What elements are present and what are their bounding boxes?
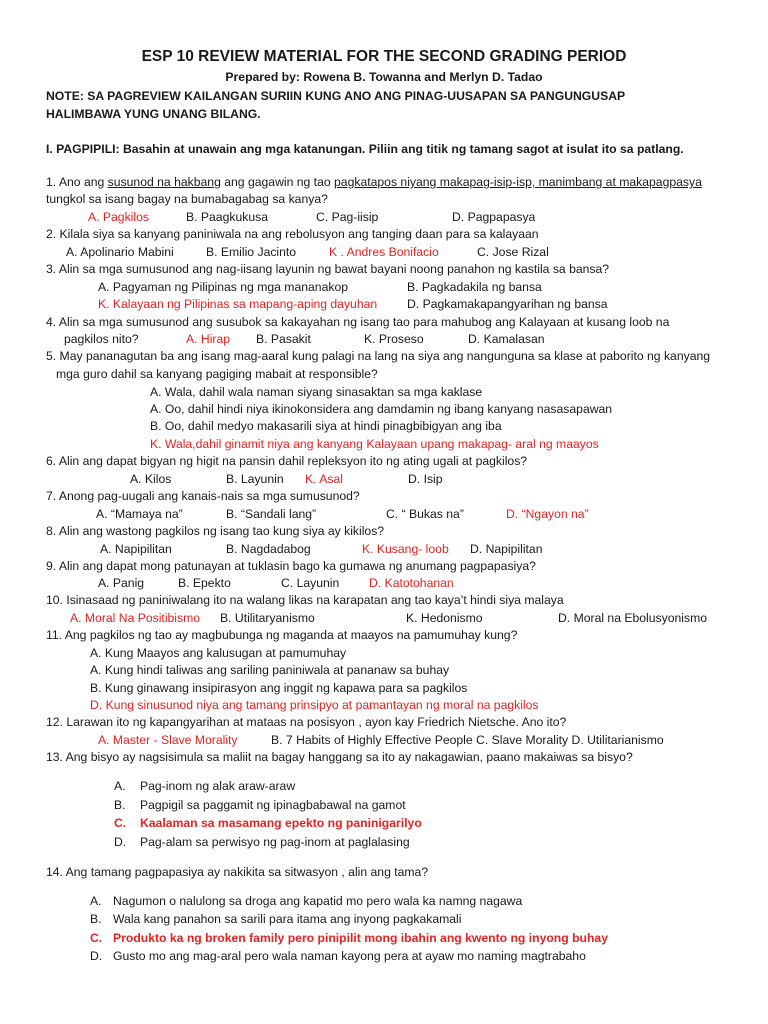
q10-choice-a: A. Moral Na Positibismo xyxy=(70,611,201,625)
q8-choice-b: B. Nagdadabog xyxy=(226,542,311,556)
q8-choice-d: D. Napipilitan xyxy=(470,542,543,556)
document-title: ESP 10 REVIEW MATERIAL FOR THE SECOND GRADING PERIOD xyxy=(141,48,627,65)
q6-choice-a: A. Kilos xyxy=(130,472,172,486)
q11-choice-b: A. Kung hindi taliwas ang sariling paniniwala at pananaw sa buhay xyxy=(90,663,450,677)
question-2: 2. Kilala siya sa kanyang paniniwala na ang rebolusyon ang tanging daan para sa kalayaan xyxy=(46,227,539,241)
q6-choice-b: B. Layunin xyxy=(226,472,284,486)
q13-choice-b-letter: B. xyxy=(114,798,126,812)
q13-choice-d-letter: D. xyxy=(114,835,127,849)
q1-choice-c: C. Pag-iisip xyxy=(316,210,379,224)
q11-choice-d: D. Kung sinusunod niya ang tamang prinsipyo at pamantayan ng moral na pagkilos xyxy=(90,698,539,712)
question-14: 14. Ang tamang pagpapasiya ay nakikita sa sitwasyon , alin ang tama? xyxy=(46,865,429,879)
question-7: 7. Anong pag-uugali ang kanais-nais sa mga sumusunod? xyxy=(46,489,360,503)
q10-choice-d: D. Moral na Ebolusyonismo xyxy=(558,611,708,625)
q5-choice-k: K. Wala,dahil ginamit niya ang kanyang Kalayaan upang makapag- aral ng maayos xyxy=(150,437,599,451)
q4-choice-a: A. Hirap xyxy=(186,332,231,346)
q9-choice-a: A. Panig xyxy=(98,576,145,590)
q5-choice-c: B. Oo, dahil medyo makasarili siya at hindi pinagbibigyan ang iba xyxy=(150,419,502,433)
instruction: I. PAGPIPILI: Basahin at unawain ang mga katanungan. Piliin ang titik ng tamang sagot at isulat ito sa patlang. xyxy=(46,142,684,156)
question-8: 8. Alin ang wastong pagkilos ng isang tao kung siya ay kikilos? xyxy=(46,524,385,538)
q4-choice-b: B. Pasakit xyxy=(256,332,311,346)
q3-choice-d: D. Pagkamakapangyarihan ng bansa xyxy=(407,297,608,311)
q13-choice-a-letter: A. xyxy=(114,779,126,793)
q6-choice-k: K. Asal xyxy=(305,472,343,486)
q11-choice-a: A. Kung Maayos ang kalusugan at pamumuhay xyxy=(90,646,347,660)
q10-choice-b: B. Utilitaryanismo xyxy=(220,611,315,625)
q12-choice-a: A. Master - Slave Morality xyxy=(98,733,238,747)
question-9: 9. Alin ang dapat mong patunayan at tuklasin bago ka gumawa ng anumang pagpapasiya? xyxy=(46,559,536,573)
question-1-line-2: tungkol sa isang bagay na bumabagabag sa kanya? xyxy=(46,192,328,206)
q14-choice-d-letter: D. xyxy=(90,949,103,963)
q2-choice-a: A. Apolinario Mabini xyxy=(66,245,174,259)
q13-choice-c-letter: C. xyxy=(114,816,127,830)
question-3: 3. Alin sa mga sumusunod ang nag-iisang layunin ng bawat bayani noong panahon ng kastila sa bansa? xyxy=(46,262,610,276)
q7-choice-d-text: D. “Ngayon na” xyxy=(506,507,589,521)
q10-choice-k: K. Hedonismo xyxy=(406,611,483,625)
note-line-2: HALIMBAWA YUNG UNANG BILANG. xyxy=(46,107,261,121)
q14-choice-b-text: Wala kang panahon sa sarili para itama ang inyong pagkakamali xyxy=(113,912,462,926)
q3-choice-k: K. Kalayaan ng Pilipinas sa mapang-aping dayuhan xyxy=(98,297,378,311)
question-12: 12. Larawan ito ng kapangyarihan at mataas na posisyon , ayon kay Friedrich Nietsche. Ano ito? xyxy=(46,715,567,729)
q13-choice-b-text: Pagpigil sa paggamit ng ipinagbabawal na gamot xyxy=(140,798,406,812)
q13-choice-a-text: Pag-inom ng alak araw-araw xyxy=(140,779,296,793)
question-4: 4. Alin sa mga sumusunod ang susubok sa kakayahan ng isang tao para mahubog ang Kalayaan at kusang loob na xyxy=(46,315,670,329)
q12-choices-other: B. 7 Habits of Highly Effective People C. Slave Morality D. Utilitarianismo xyxy=(271,733,664,747)
question-11: 11. Ang pagkilos ng tao ay magbubunga ng maganda at maayos na pamumuhay kung? xyxy=(46,628,518,642)
q14-choice-a-text: Nagumon o nalulong sa droga ang kapatid mo pero wala ka namng nagawa xyxy=(113,894,523,908)
q13-choice-d-text: Pag-alam sa perwisyo ng pag-inom at paglalasing xyxy=(140,835,410,849)
q2-choice-b: B. Emilio Jacinto xyxy=(206,245,297,259)
q14-choice-b-letter: B. xyxy=(90,912,102,926)
q7-choice-b: B. “Sandali lang” xyxy=(226,507,317,521)
q4-choice-d: D. Kamalasan xyxy=(468,332,545,346)
q2-choice-c: C. Jose Rizal xyxy=(477,245,549,259)
q1-choice-d: D. Pagpapasya xyxy=(452,210,536,224)
q9-choice-c: C. Layunin xyxy=(281,576,340,590)
q7-choice-d xyxy=(506,506,589,522)
q14-choice-c-letter: C. xyxy=(90,931,103,945)
question-5: 5. May pananagutan ba ang isang mag-aaral kung palagi na lang na siya ang nangunguna sa klase at paborito ng kanyang xyxy=(46,349,711,363)
q3-choice-a: A. Pagyaman ng Pilipinas ng mga mananakop xyxy=(98,280,348,294)
q14-choice-d-text: Gusto mo ang mag-aral pero wala naman kayong pera at ayaw mo naming magtrabaho xyxy=(113,949,586,963)
q9-choice-d: D. Katotohanan xyxy=(369,576,454,590)
q13-choice-c-text: Kaalaman sa masamang epekto ng paninigarilyo xyxy=(140,816,422,830)
q1-underlined-2: pagkatapos niyang makapag-isip-isp, manimbang at makapagpasya xyxy=(334,175,702,189)
question-6: 6. Alin ang dapat bigyan ng higit na pansin dahil repleksyon ito ng ating ugali at pagkilos? xyxy=(46,454,528,468)
q1-underlined-1: susunod na hakbang xyxy=(107,175,221,189)
q1-choice-a: A. Pagkilos xyxy=(88,210,149,224)
prepared-by: Prepared by: Rowena B. Towanna and Merlyn D. Tadao xyxy=(225,70,543,84)
question-5-line-2: mga guro dahil sa kanyang pagiging mabait at responsible? xyxy=(56,367,378,381)
q6-choice-d: D. Isip xyxy=(408,472,443,486)
q5-choice-a: A. Wala, dahil wala naman siyang sinasaktan sa mga kaklase xyxy=(150,385,483,399)
q4-line-2: pagkilos nito? xyxy=(64,332,139,346)
q1-text-part: 1. Ano ang xyxy=(46,175,108,189)
q9-choice-b: B. Epekto xyxy=(178,576,231,590)
q11-choice-c: B. Kung ginawang insipirasyon ang inggit ng kapawa para sa pagkilos xyxy=(90,681,468,695)
q8-choice-a: A. Napipilitan xyxy=(100,542,172,556)
q3-choice-b: B. Pagkadakila ng bansa xyxy=(407,280,542,294)
q5-choice-b: A. Oo, dahil hindi niya ikinokonsidera ang damdamin ng ibang kanyang nasasapawan xyxy=(150,402,613,416)
q8-choice-k: K. Kusang- loob xyxy=(362,542,449,556)
q2-choice-k: K . Andres Bonifacio xyxy=(329,245,439,259)
q14-choice-c-text: Produkto ka ng broken family pero pinipilit mong ibahin ang kwento ng inyong buhay xyxy=(113,931,608,945)
question-13: 13. Ang bisyo ay nagsisimula sa maliit na bagay hanggang sa ito ay nakagawian, paano makaiwas sa bisyo? xyxy=(46,750,633,764)
q7-choice-c: C. “ Bukas na” xyxy=(386,507,464,521)
q4-choice-k: K. Proseso xyxy=(364,332,424,346)
q1-text-part: ang gagawin ng tao xyxy=(220,175,335,189)
q14-choice-a-letter: A. xyxy=(90,894,102,908)
q7-choice-a: A. “Mamaya na” xyxy=(96,507,183,521)
q1-choice-b: B. Paagkukusa xyxy=(186,210,268,224)
question-1 xyxy=(46,174,702,190)
question-10: 10. Isinasaad ng paniniwalang ito na walang likas na karapatan ang tao kaya’t hindi siya malaya xyxy=(46,593,564,607)
note-line-1: NOTE: SA PAGREVIEW KAILANGAN SURIIN KUNG ANO ANG PINAG-UUSAPAN SA PANGUNGUSAP xyxy=(46,89,626,103)
